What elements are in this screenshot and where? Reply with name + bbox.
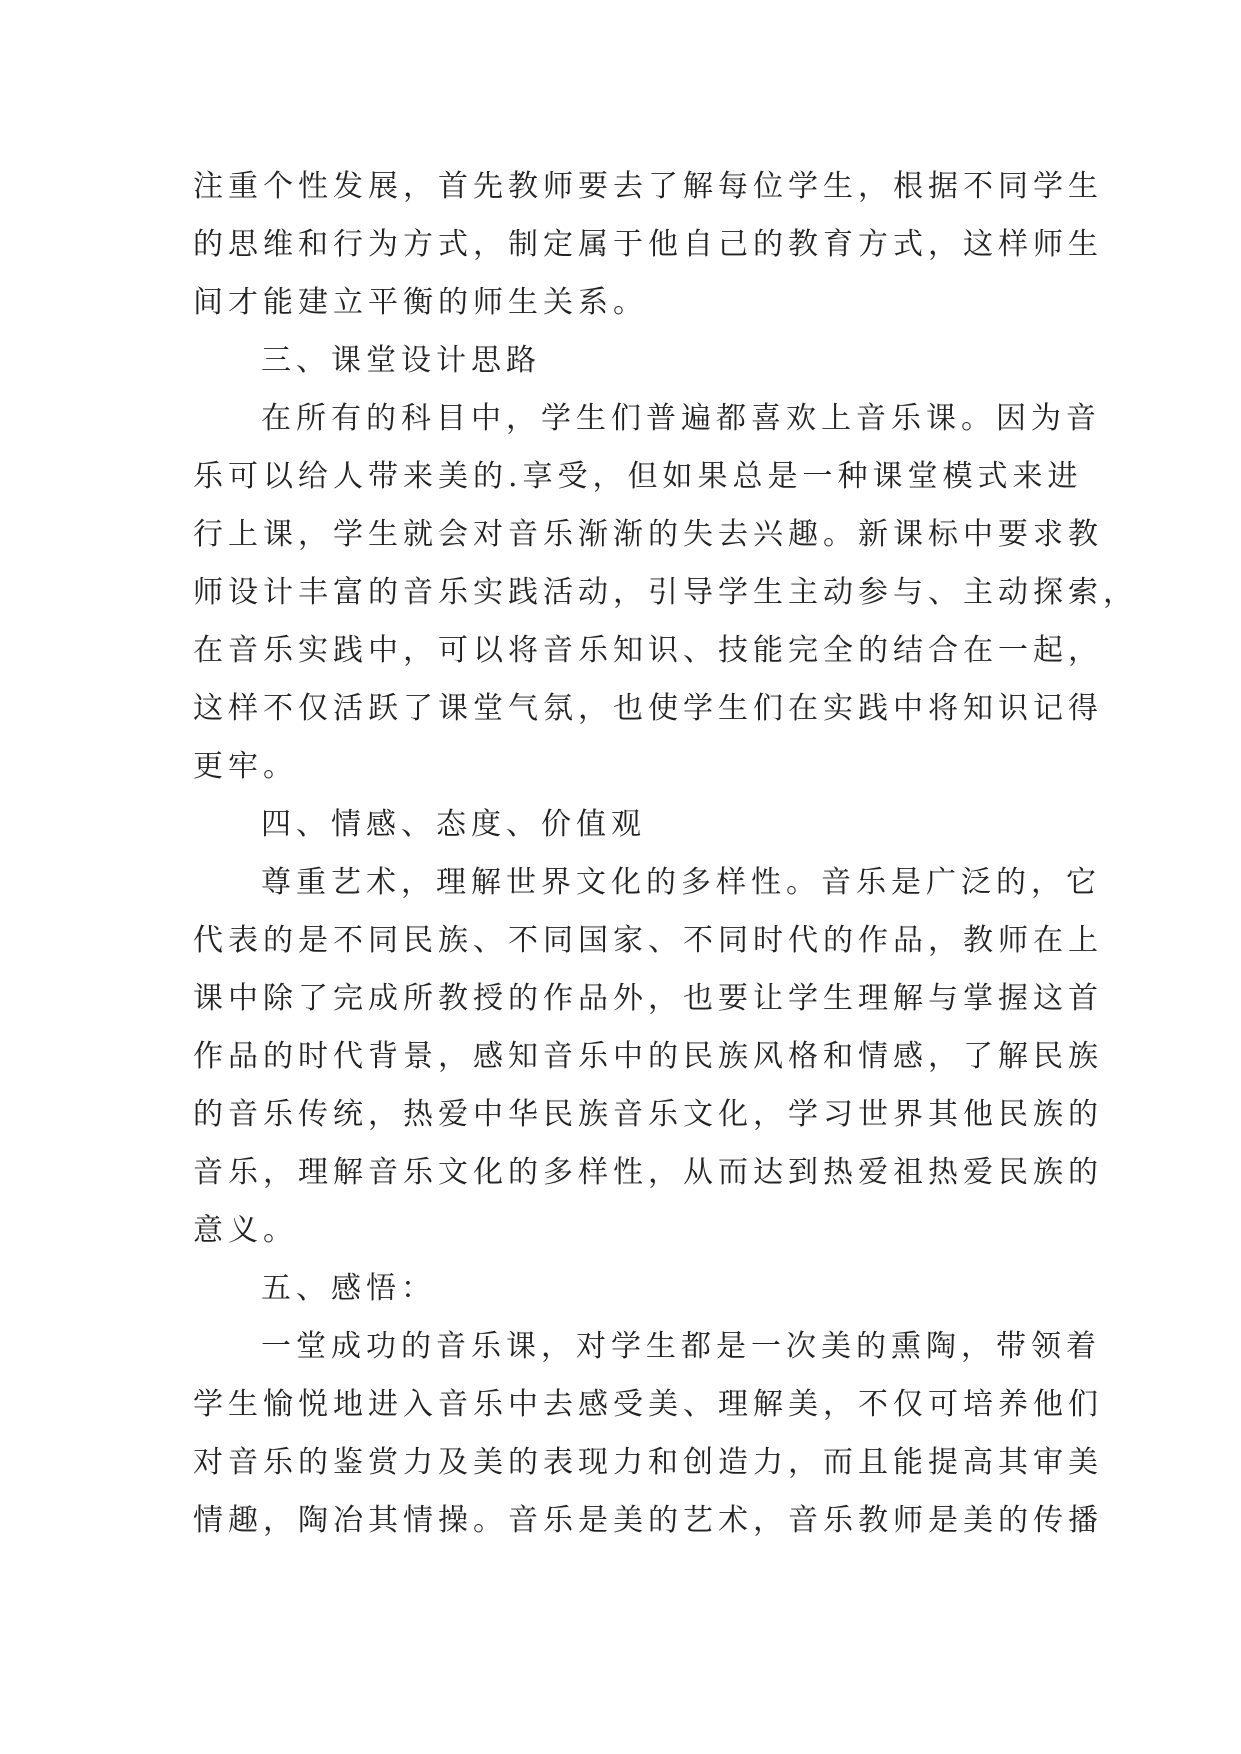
paragraph-line: 学生愉悦地进入音乐中去感受美、理解美，不仅可培养他们	[193, 1387, 1103, 1422]
paragraph-line: 课中除了完成所教授的作品外，也要让学生理解与掌握这首	[193, 981, 1103, 1016]
paragraph-line: 一堂成功的音乐课，对学生都是一次美的熏陶，带领着	[261, 1329, 1101, 1364]
paragraph-line: 在所有的科目中，学生们普遍都喜欢上音乐课。因为音	[261, 401, 1101, 436]
section-heading: 三、课堂设计思路	[261, 343, 541, 378]
paragraph-line: 代表的是不同民族、不同国家、不同时代的作品，教师在上	[193, 923, 1103, 958]
paragraph-line: 意义。	[193, 1213, 298, 1248]
paragraph-line: 作品的时代背景，感知音乐中的民族风格和情感，了解民族	[193, 1039, 1103, 1074]
paragraph-line: 尊重艺术，理解世界文化的多样性。音乐是广泛的，它	[261, 865, 1101, 900]
paragraph-line: 间才能建立平衡的师生关系。	[193, 285, 648, 320]
paragraph-line: 注重个性发展，首先教师要去了解每位学生，根据不同学生	[193, 169, 1103, 204]
paragraph-line: 这样不仅活跃了课堂气氛，也使学生们在实践中将知识记得	[193, 691, 1103, 726]
section-heading: 五、感悟：	[261, 1271, 436, 1306]
paragraph-line: 在音乐实践中，可以将音乐知识、技能完全的结合在一起，	[193, 633, 1103, 668]
paragraph-line: 师设计丰富的音乐实践活动，引导学生主动参与、主动探索，	[193, 575, 1138, 610]
section-heading: 四、情感、态度、价值观	[261, 807, 646, 842]
paragraph-line: 情趣，陶冶其情操。音乐是美的艺术，音乐教师是美的传播	[193, 1503, 1103, 1538]
paragraph-line: 更牢。	[193, 749, 298, 784]
paragraph-line: 对音乐的鉴赏力及美的表现力和创造力，而且能提高其审美	[193, 1445, 1103, 1480]
paragraph-line: 的思维和行为方式，制定属于他自己的教育方式，这样师生	[193, 227, 1103, 262]
paragraph-line: 乐可以给人带来美的.享受，但如果总是一种课堂模式来进	[193, 459, 1083, 494]
paragraph-line: 的音乐传统，热爱中华民族音乐文化，学习世界其他民族的	[193, 1097, 1103, 1132]
document-body	[193, 158, 1138, 1550]
paragraph-line: 音乐，理解音乐文化的多样性，从而达到热爱祖热爱民族的	[193, 1155, 1103, 1190]
paragraph-line: 行上课，学生就会对音乐渐渐的失去兴趣。新课标中要求教	[193, 517, 1103, 552]
